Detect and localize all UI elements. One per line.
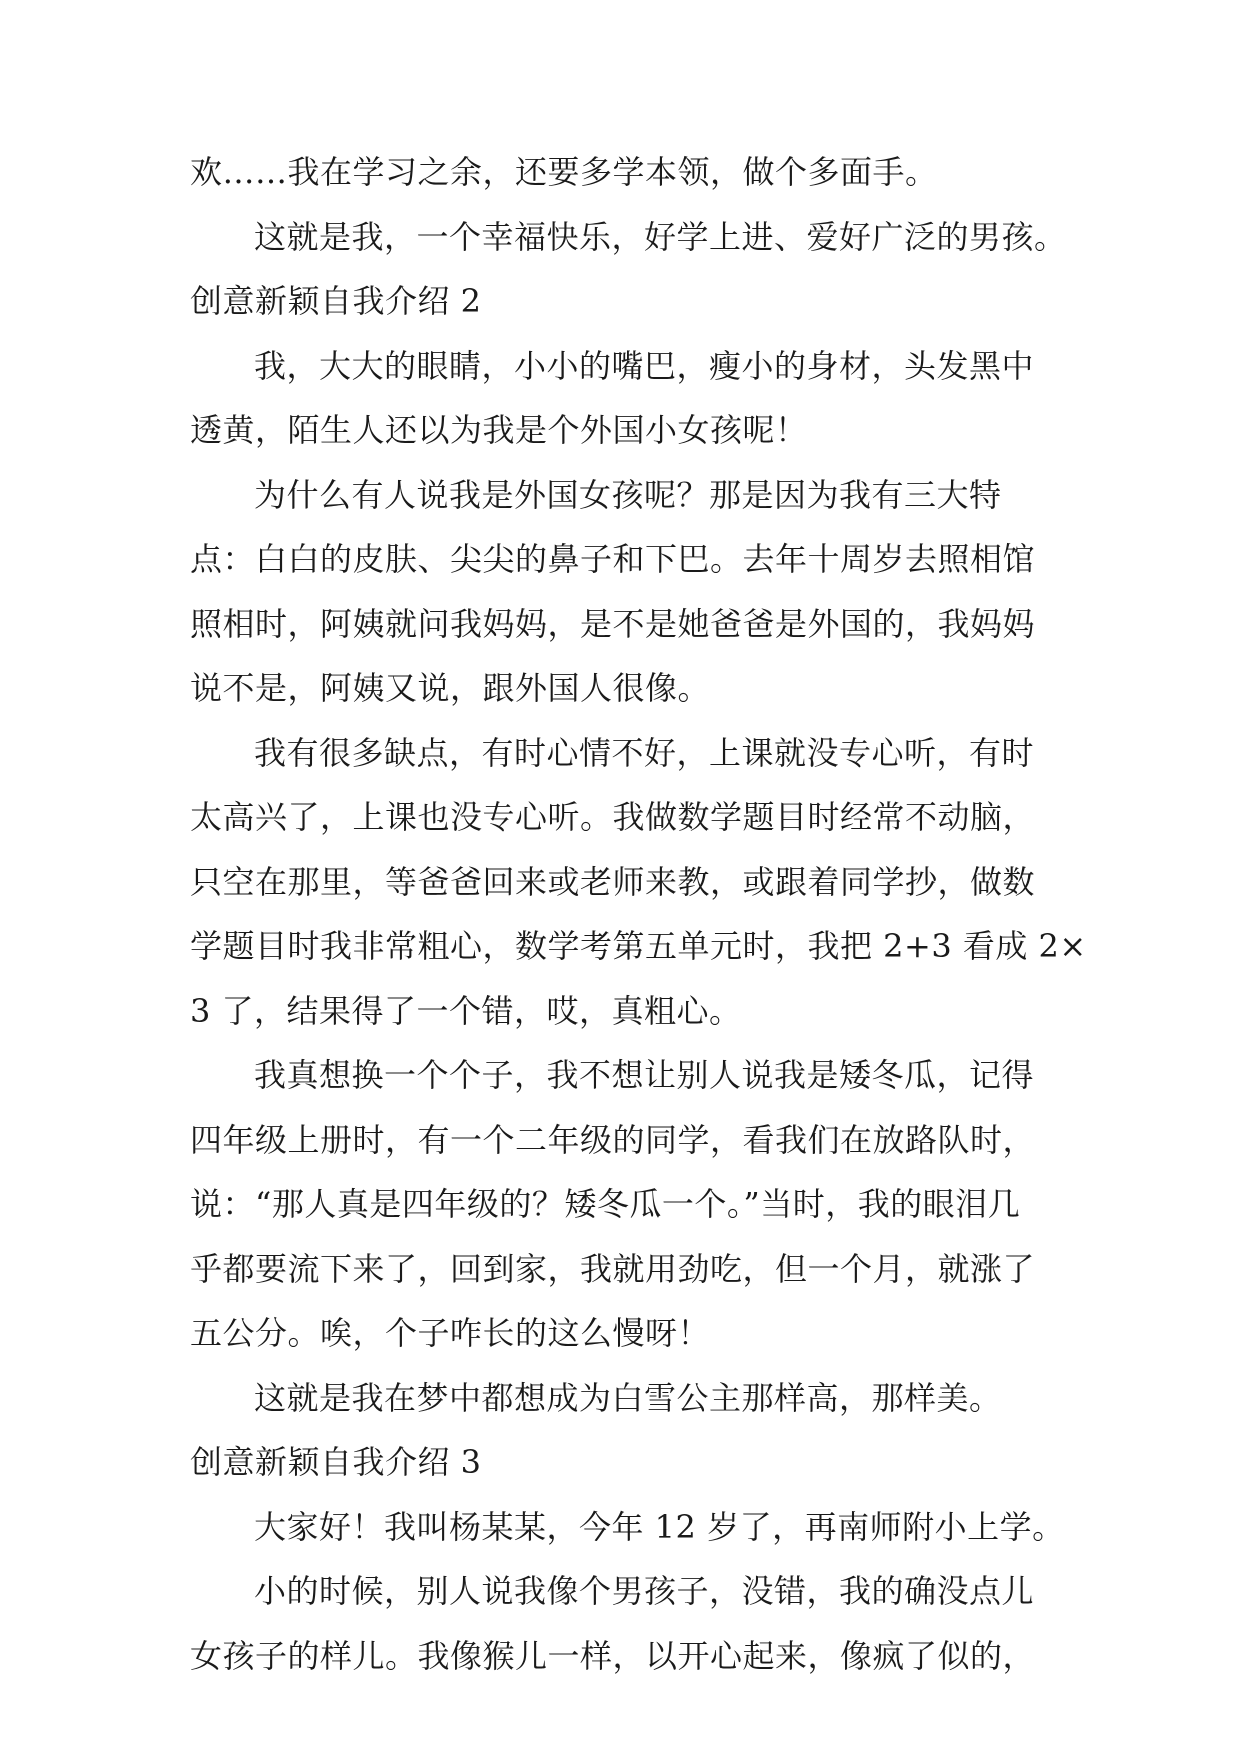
paragraph-line: 欢……我在学习之余，还要多学本领，做个多面手。 [190,153,938,191]
paragraph-line: 这就是我在梦中都想成为白雪公主那样高，那样美。 [254,1378,1002,1417]
document-body [190,152,1087,1700]
paragraph-line: 为什么有人说我是外国女孩呢？那是因为我有三大特 [254,475,1002,514]
paragraph-line: 大家好！我叫杨某某，今年 12 岁了，再南师附小上学。 [254,1507,1065,1546]
section-heading: 创意新颖自我介绍 2 [190,282,482,320]
paragraph-line: 四年级上册时，有一个二年级的同学，看我们在放路队时， [190,1120,1036,1159]
paragraph-line: 小的时候，别人说我像个男孩子，没错，我的确没点儿 [254,1572,1035,1610]
paragraph-line: 太高兴了，上课也没专心听。我做数学题目时经常不动脑， [190,798,1036,836]
paragraph-line: 学题目时我非常粗心，数学考第五单元时，我把 2+3 看成 2× [190,927,1087,965]
paragraph-line: 3 了，结果得了一个错，哎，真粗心。 [190,991,742,1030]
paragraph-line: 说不是，阿姨又说，跟外国人很像。 [190,669,711,707]
paragraph-line: 我，大大的眼睛，小小的嘴巴，瘦小的身材，头发黑中 [254,346,1035,385]
paragraph-line: 透黄，陌生人还以为我是个外国小女孩呢！ [190,411,808,449]
paragraph-line: 乎都要流下来了，回到家，我就用劲吃，但一个月，就涨了 [190,1249,1036,1288]
paragraph-line: 照相时，阿姨就问我妈妈，是不是她爸爸是外国的，我妈妈 [190,604,1036,643]
paragraph-line: 这就是我，一个幸福快乐，好学上进、爱好广泛的男孩。 [254,217,1067,256]
paragraph-line: 我真想换一个个子，我不想让别人说我是矮冬瓜，记得 [254,1056,1035,1094]
paragraph-line: 点：白白的皮肤、尖尖的鼻子和下巴。去年十周岁去照相馆 [190,540,1036,578]
paragraph-line: 五公分。唉，个子咋长的这么慢呀！ [190,1314,711,1352]
paragraph-line: 女孩子的样儿。我像猴儿一样，以开心起来，像疯了似的， [190,1636,1036,1675]
paragraph-line: 只空在那里，等爸爸回来或老师来教，或跟着同学抄，做数 [190,862,1036,901]
section-heading: 创意新颖自我介绍 3 [190,1443,482,1481]
paragraph-line: 我有很多缺点，有时心情不好，上课就没专心听，有时 [254,733,1035,772]
paragraph-line: 说：“那人真是四年级的？矮冬瓜一个。”当时，我的眼泪几 [190,1185,1021,1223]
